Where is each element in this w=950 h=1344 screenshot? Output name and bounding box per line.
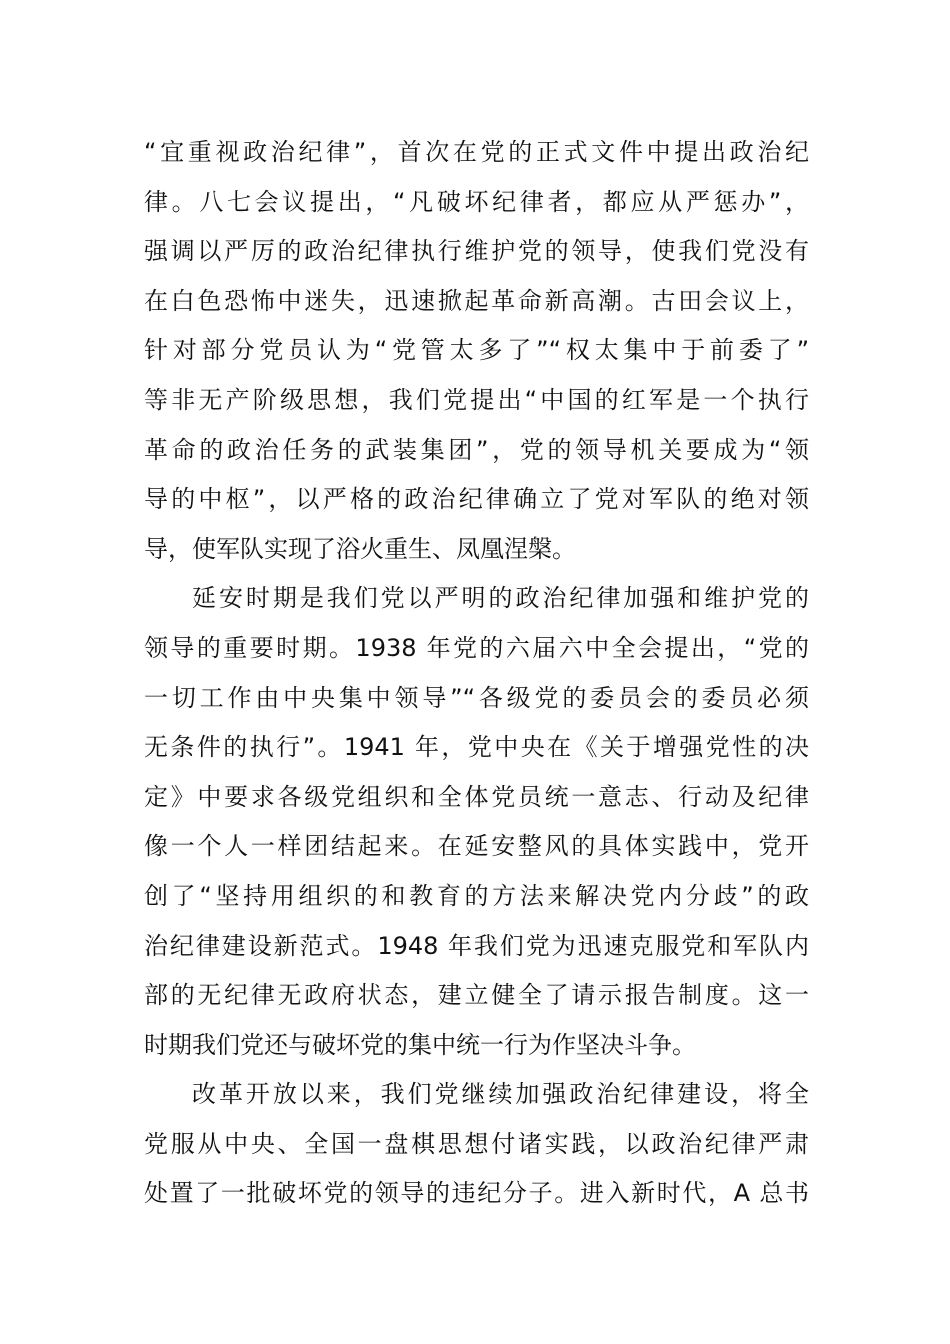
paragraph-start-line: 改革开放以来，我们党继续加强政治纪律建设，将全 bbox=[192, 1080, 809, 1109]
text-line: 针对部分党员认为“党管太多了”“权太集中于前委了” bbox=[144, 336, 809, 365]
text-line: 一切工作由中央集中领导”“各级党的委员会的委员必须 bbox=[144, 683, 809, 712]
text-line: 律。八七会议提出，“凡破坏纪律者，都应从严惩办”， bbox=[144, 187, 809, 216]
text-line: 创了“坚持用组织的和教育的方法来解决党内分歧”的政 bbox=[144, 881, 809, 910]
text-line: 等非无产阶级思想，我们党提出“中国的红军是一个执行 bbox=[144, 385, 809, 414]
text-line: 处置了一批破坏党的领导的违纪分子。进入新时代，A 总书 bbox=[144, 1179, 809, 1208]
body-text bbox=[144, 128, 809, 1219]
text-line: 像一个人一样团结起来。在延安整风的具体实践中，党开 bbox=[144, 832, 809, 861]
text-line: “宜重视政治纪律”，首次在党的正式文件中提出政治纪 bbox=[144, 138, 809, 166]
paragraph-start-line: 延安时期是我们党以严明的政治纪律加强和维护党的 bbox=[192, 584, 809, 613]
text-line: 强调以严厉的政治纪律执行维护党的领导，使我们党没有 bbox=[144, 237, 809, 266]
paragraph-end-line: 时期我们党还与破坏党的集中统一行为作坚决斗争。 bbox=[144, 1030, 696, 1059]
text-line: 革命的政治任务的武装集团”，党的领导机关要成为“领 bbox=[144, 435, 809, 464]
text-line: 在白色恐怖中迷失，迅速掀起革命新高潮。古田会议上， bbox=[144, 286, 809, 315]
text-line: 党服从中央、全国一盘棋思想付诸实践，以政治纪律严肃 bbox=[144, 1129, 809, 1158]
text-line: 领导的重要时期。1938 年党的六届六中全会提出，“党的 bbox=[144, 633, 809, 662]
text-line: 导的中枢”，以严格的政治纪律确立了党对军队的绝对领 bbox=[144, 485, 809, 514]
text-line: 部的无纪律无政府状态，建立健全了请示报告制度。这一 bbox=[144, 981, 809, 1010]
text-line: 治纪律建设新范式。1948 年我们党为迅速克服党和军队内 bbox=[144, 931, 809, 960]
text-line: 定》中要求各级党组织和全体党员统一意志、行动及纪律 bbox=[144, 782, 809, 811]
paragraph-end-line: 导，使军队实现了浴火重生、凤凰涅槃。 bbox=[144, 534, 576, 563]
text-line: 无条件的执行”。1941 年，党中央在《关于增强党性的决 bbox=[144, 733, 809, 762]
